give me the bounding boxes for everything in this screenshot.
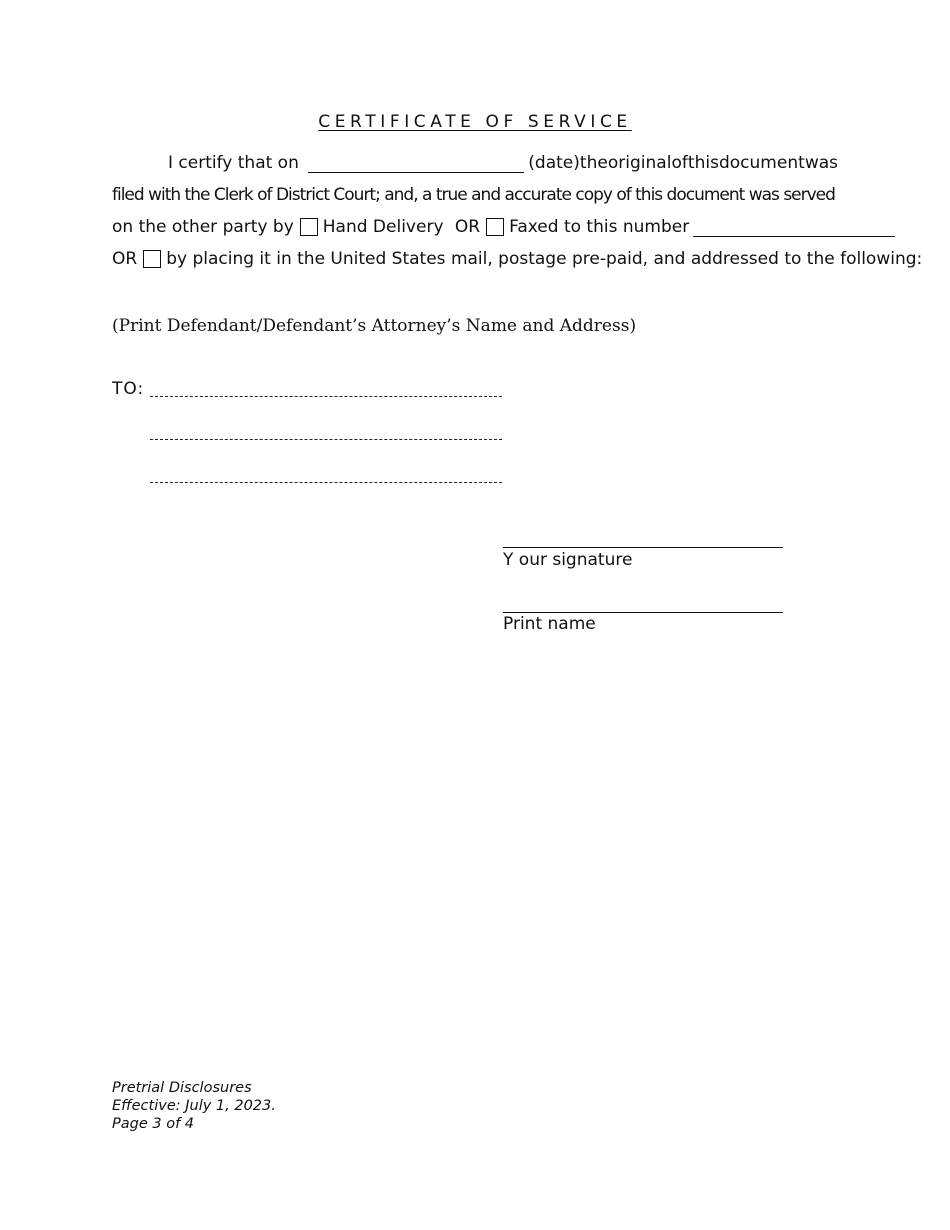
or-label: OR	[112, 249, 138, 269]
mail-label: by placing it in the United States mail, postage pre-paid, and addressed to the following:	[166, 249, 923, 269]
print-name-label: Print name	[503, 614, 596, 634]
to-label: TO:	[112, 379, 145, 399]
certify-word: was	[804, 153, 838, 173]
footer-effective-date: Effective: July 1, 2023.	[112, 1098, 276, 1114]
certify-line-2-text: filed with the Clerk of District Court; and, a true and accurate copy of this document was served	[112, 185, 835, 205]
recipient-instruction: (Print Defendant/Defendant’s Attorney’s Name and Address)	[112, 316, 637, 336]
address-line-1[interactable]	[150, 396, 502, 397]
certify-line-2	[112, 179, 838, 211]
certify-word: original	[607, 153, 672, 173]
certify-line-4	[112, 243, 923, 275]
certify-word: document	[718, 153, 805, 173]
signature-line[interactable]	[503, 547, 783, 548]
signature-label: Y our signature	[503, 550, 633, 570]
certify-line-1-start	[112, 147, 580, 179]
certify-word: this	[687, 153, 719, 173]
date-suffix: (date)	[528, 153, 580, 173]
address-line-2[interactable]	[150, 439, 502, 440]
title-text: CERTIFICATE OF SERVICE	[318, 112, 632, 132]
date-field[interactable]	[308, 152, 524, 173]
mail-checkbox[interactable]	[143, 250, 161, 268]
address-line-3[interactable]	[150, 482, 502, 483]
hand-delivery-label: Hand Delivery	[322, 217, 444, 237]
hand-delivery-checkbox[interactable]	[300, 218, 318, 236]
fax-number-field[interactable]	[693, 216, 895, 237]
certify-word: the	[579, 153, 608, 173]
fax-checkbox[interactable]	[486, 218, 504, 236]
certify-line-3	[112, 211, 838, 243]
certify-intro: I certify that on	[168, 153, 299, 173]
certify-line-3-prefix: on the other party by	[112, 217, 294, 237]
page-title	[112, 112, 838, 132]
certify-word: of	[671, 153, 688, 173]
or-label: OR	[454, 217, 481, 237]
fax-label: Faxed to this number	[509, 217, 690, 237]
footer-form-name: Pretrial Disclosures	[112, 1080, 252, 1096]
footer-page-number: Page 3 of 4	[112, 1116, 195, 1132]
print-name-line[interactable]	[503, 612, 783, 613]
page-footer	[112, 1079, 276, 1133]
certification-paragraph	[112, 147, 923, 275]
certify-line-1	[112, 147, 838, 179]
